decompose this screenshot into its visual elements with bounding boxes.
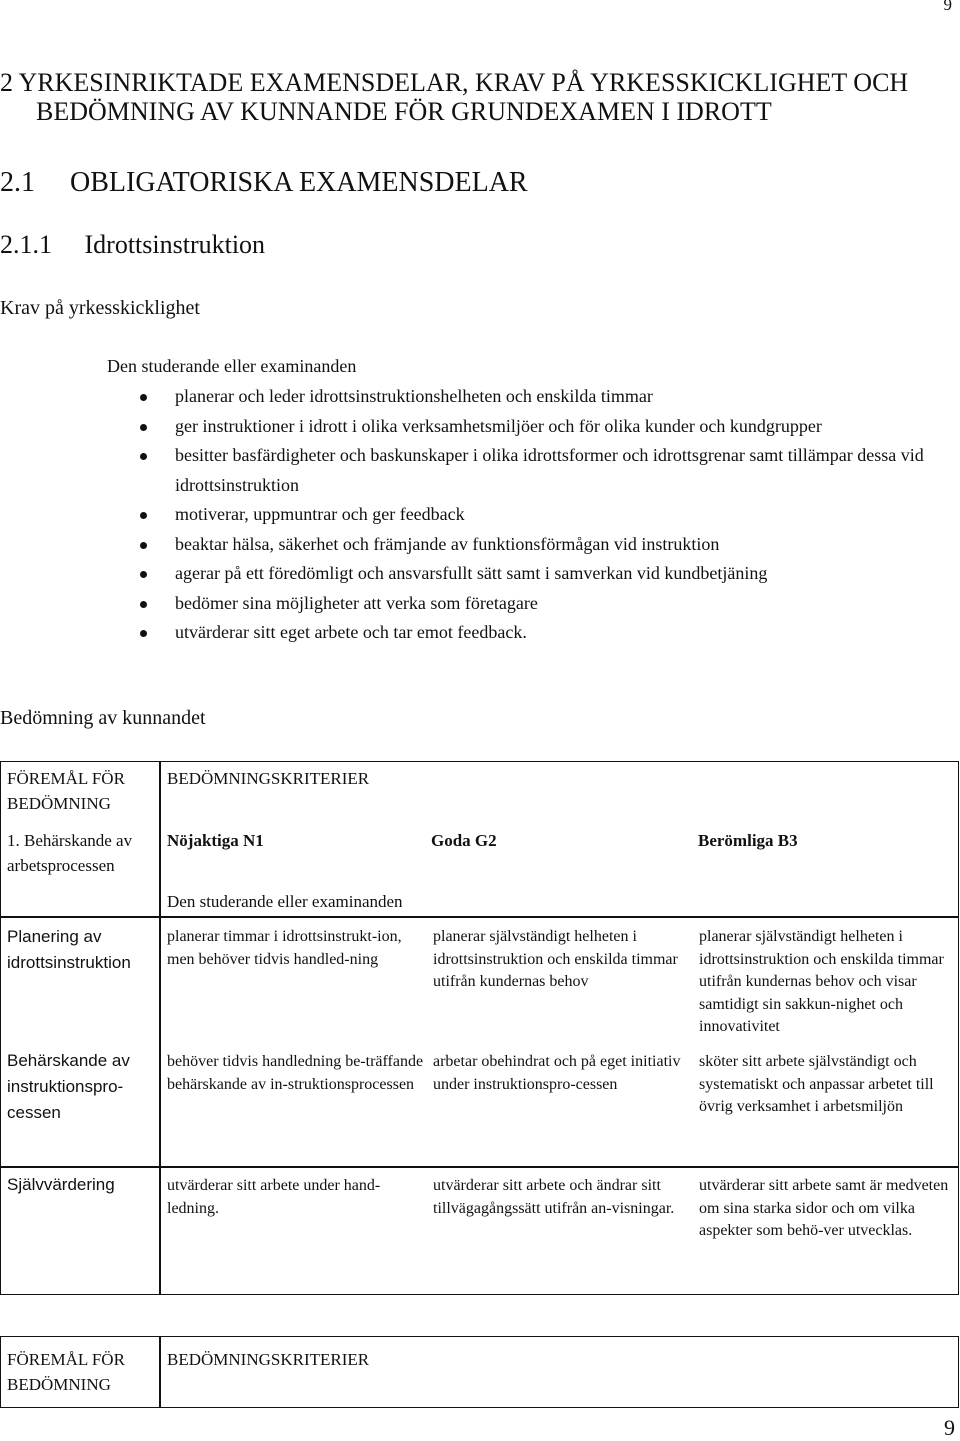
page-number-top: 9: [943, 0, 952, 14]
requirements-heading: Krav på yrkesskicklighet: [0, 297, 200, 319]
table-divider: [159, 1337, 161, 1407]
row-self-g2: utvärderar sitt arbete och ändrar sitt tillvägagångssätt utifrån an-visningar.: [433, 1177, 675, 1217]
student-line: Den studerande eller examinanden: [167, 892, 403, 911]
list-item: beaktar hälsa, säkerhet och främjande av funktionsförmågan vid instruktion: [140, 530, 960, 560]
assessment-heading: Bedömning av kunnandet: [0, 707, 206, 729]
list-item: bedömer sina möjligheter att verka som företagare: [140, 589, 960, 619]
list-item: motiverar, uppmuntrar och ger feedback: [140, 500, 960, 530]
section-heading: 2.1 OBLIGATORISKA EXAMENSDELAR: [0, 167, 528, 198]
column-header-object: FÖREMÅL FÖR BEDÖMNING: [7, 1350, 125, 1394]
column-header-criteria: BEDÖMNINGSKRITERIER: [167, 1350, 370, 1369]
level-n1: Nöjaktiga N1: [167, 831, 264, 850]
list-item: planerar och leder idrottsinstruktionshelheten och enskilda timmar: [140, 382, 960, 412]
row-planning-g2: planerar självständigt helheten i idrottsinstruktion och enskilda timmar utifrån kundernas behov: [433, 928, 678, 990]
list-item: ger instruktioner i idrott i olika verksamhetsmiljöer och för olika kunder och kundgrupper: [140, 412, 960, 442]
page-number-bottom: 9: [944, 1415, 955, 1440]
row-planning-b3: planerar självständigt helheten i idrottsinstruktion och enskilda timmar utifrån kundernas behov och visar samtidigt sin sakkun-nighet och innovativitet: [699, 928, 944, 1035]
row-self-b3: utvärderar sitt arbete samt är medveten om sina starka sidor och om vilka aspekter som behö-ver utvecklas.: [699, 1177, 949, 1239]
list-item: agerar på ett föredömligt och ansvarsfullt sätt samt i samverkan vid kundbetjäning: [140, 559, 960, 589]
list-item: utvärderar sitt eget arbete och tar emot feedback.: [140, 618, 960, 648]
table-divider: [159, 762, 161, 1294]
row-label-process: Behärskande av instruktionspro-cessen: [7, 1051, 130, 1122]
list-item: besitter basfärdigheter och baskunskaper i olika idrottsformer och idrottsgrenar samt tillämpar dessa vid idrottsinstruktion: [140, 441, 960, 500]
requirements-list: [140, 382, 960, 648]
row-separator: [1, 916, 958, 918]
intro-text: Den studerande eller examinanden: [107, 356, 357, 376]
column-header-object: FÖREMÅL FÖR BEDÖMNING: [7, 769, 125, 813]
row-separator: [1, 1166, 958, 1168]
row-process-n1: behöver tidvis handledning be-träffande behärskande av in-struktionsprocessen: [167, 1053, 424, 1093]
column-header-criteria: BEDÖMNINGSKRITERIER: [167, 769, 370, 788]
assessment-table: [0, 761, 959, 1295]
main-heading-line1: 2 YRKESINRIKTADE EXAMENSDELAR, KRAV PÅ YRKESSKICKLIGHET OCH: [0, 68, 909, 97]
row-label-planning: Planering av idrottsinstruktion: [7, 927, 131, 972]
assessment-table-2: [0, 1336, 959, 1408]
row-label-self-evaluation: Självvärdering: [7, 1175, 115, 1194]
level-b3: Berömliga B3: [698, 831, 798, 850]
row-planning-n1: planerar timmar i idrottsinstrukt-ion, men behöver tidvis handled-ning: [167, 928, 402, 968]
level-g2: Goda G2: [431, 831, 497, 850]
section-label: 1. Behärskande av arbetsprocessen: [7, 831, 133, 875]
row-process-b3: sköter sitt arbete självständigt och systematiskt och anpassar arbetet till övrig verksamhet i arbetsmiljön: [699, 1053, 934, 1115]
main-heading-line2: BEDÖMNING AV KUNNANDE FÖR GRUNDEXAMEN I IDROTT: [36, 97, 772, 126]
row-self-n1: utvärderar sitt arbete under hand-ledning.: [167, 1177, 381, 1217]
subsection-heading: 2.1.1 Idrottsinstruktion: [0, 230, 266, 259]
row-process-g2: arbetar obehindrat och på eget initiativ under instruktionspro-cessen: [433, 1053, 681, 1093]
